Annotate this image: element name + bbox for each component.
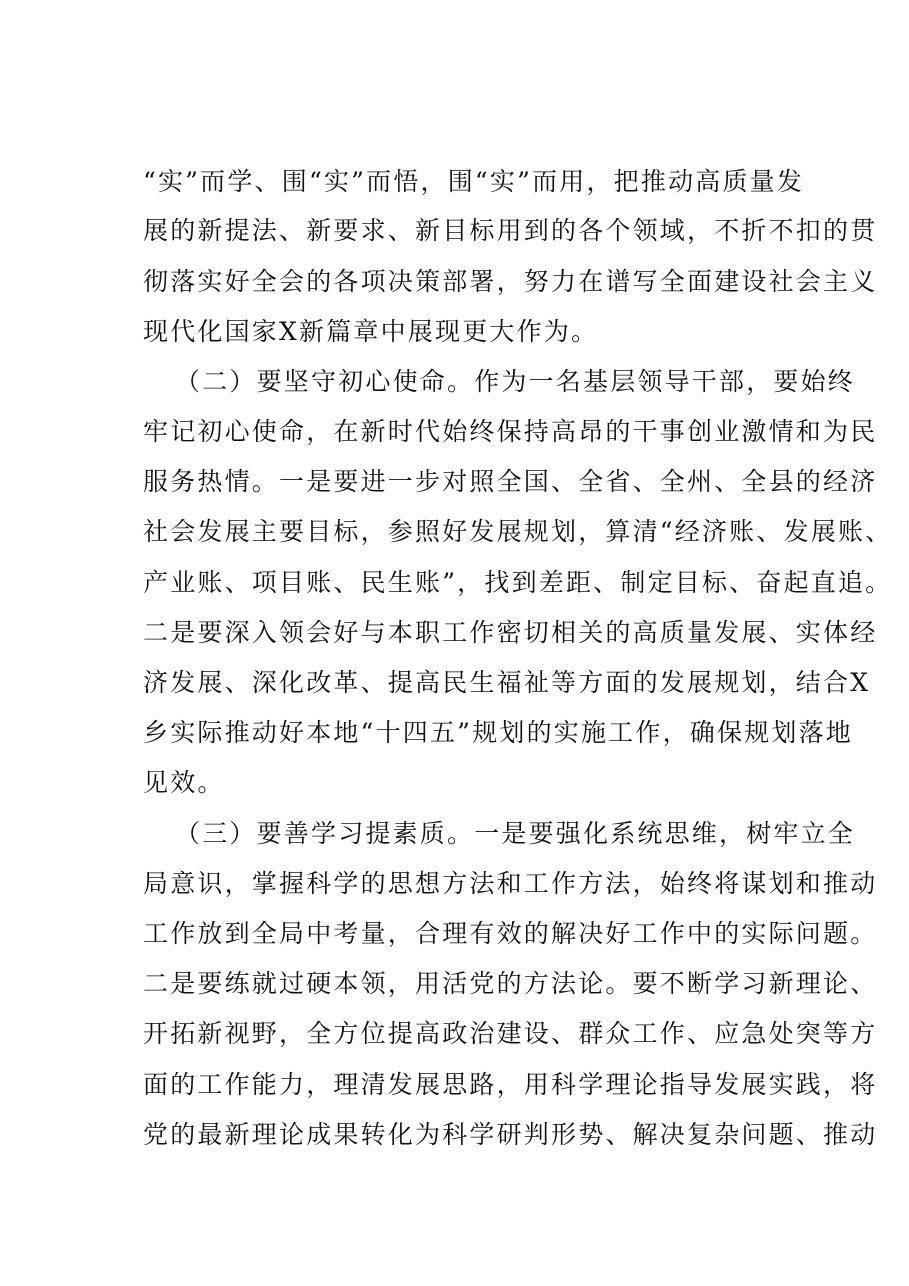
text-line: 见效。 (143, 768, 225, 797)
text-line: 开拓新视野，全方位提高政治建设、群众工作、应急处突等方 (143, 1019, 878, 1048)
text-line: 局意识，掌握科学的思想方法和工作方法，始终将谋划和推动 (143, 869, 878, 898)
text-line: 社会发展主要目标，参照好发展规划，算清“经济账、发展账、 (143, 517, 893, 546)
text-line: 二是要练就过硬本领，用活党的方法论。要不断学习新理论、 (143, 969, 878, 998)
text-line: 展的新提法、新要求、新目标用到的各个领域，不折不扣的贯 (143, 216, 878, 245)
text-line: “实”而学、围“实”而悟，围“实”而用，把推动高质量发 (143, 167, 805, 196)
paragraph-heading-line: （三）要善学习提素质。一是要强化系统思维，树牢立全 (175, 819, 856, 848)
text-line: 服务热情。一是要进一步对照全国、全省、全州、全县的经济 (143, 467, 878, 496)
text-line: 面的工作能力，理清发展思路，用科学理论指导发展实践，将 (143, 1070, 878, 1099)
text-line: 党的最新理论成果转化为科学研判形势、解决复杂问题、推动 (143, 1120, 878, 1149)
paragraph-heading-line: （二）要坚守初心使命。作为一名基层领导干部，要始终 (175, 367, 856, 396)
text-line: 工作放到全局中考量，合理有效的解决好工作中的实际问题。 (143, 919, 878, 948)
text-line: 乡实际推动好本地“十四五”规划的实施工作，确保规划落地 (143, 718, 853, 747)
text-line: 产业账、项目账、民生账”，找到差距、制定目标、奋起直追。 (143, 568, 893, 597)
text-line: 牢记初心使命，在新时代始终保持高昂的干事创业激情和为民 (143, 417, 878, 446)
text-line: 二是要深入领会好与本职工作密切相关的高质量发展、实体经 (143, 618, 878, 647)
text-line: 现代化国家X新篇章中展现更大作为。 (143, 317, 599, 346)
text-line: 彻落实好全会的各项决策部署，努力在谱写全面建设社会主义 (143, 267, 878, 296)
text-line: 济发展、深化改革、提高民生福祉等方面的发展规划，结合X (143, 668, 871, 697)
